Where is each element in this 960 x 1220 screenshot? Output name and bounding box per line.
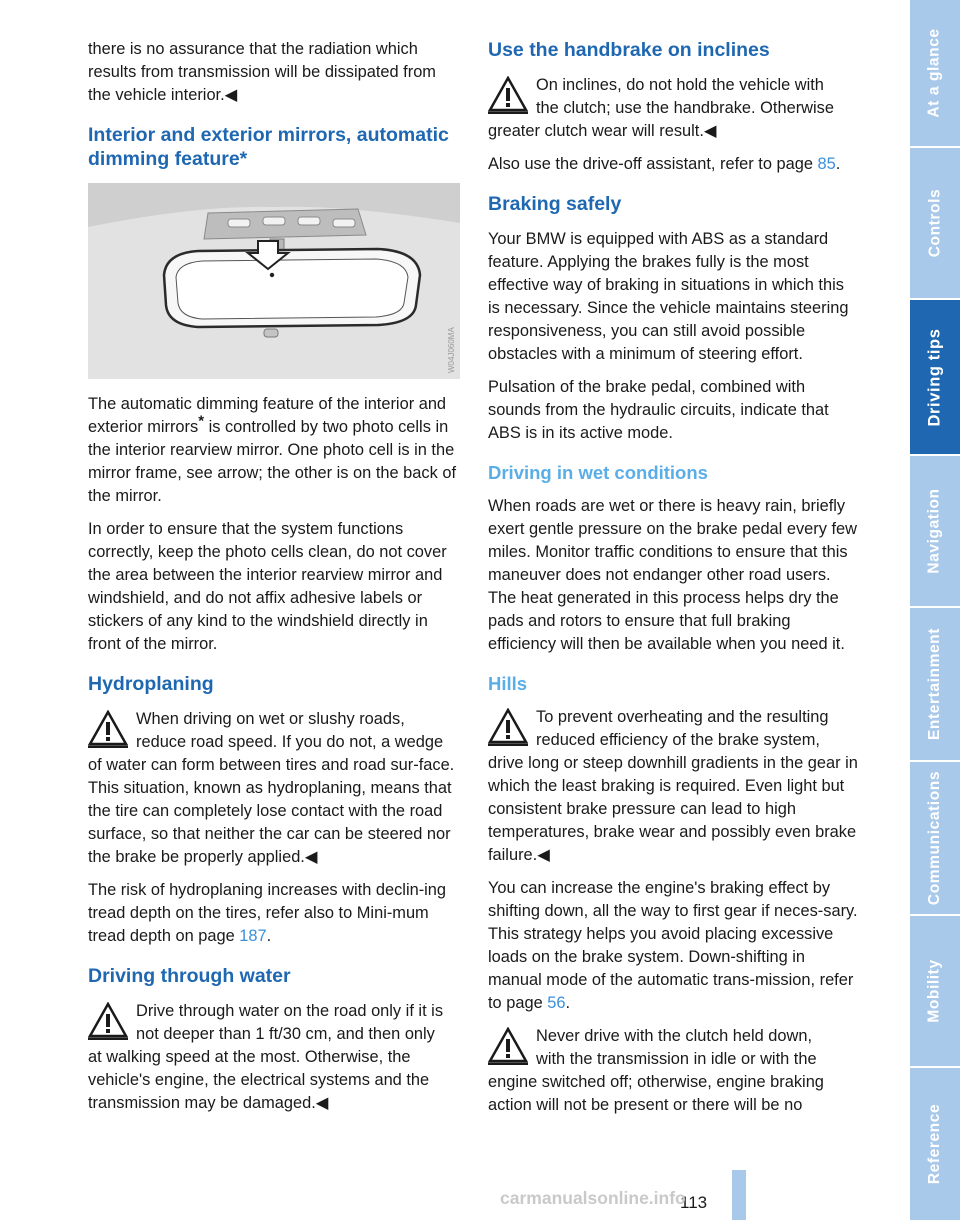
braking-paragraph-1: Your BMW is equipped with ABS as a standard feature. Applying the brakes fully is the most effective way of braking in situations in which this is necessary. Since the vehicle maintains steering responsiveness, you can still avoid possible obstacles with a minimum of steering effort. [488,230,849,363]
handbrake-warning: On inclines, do not hold the vehicle with the clutch; use the handbrake. Otherwise greater clutch wear will result.◀ [488,76,834,140]
hills-heading: Hills [488,673,528,694]
wet-conditions-paragraph: When roads are wet or there is heavy rain, briefly exert gentle pressure on the brake pedal every few miles. Monitor traffic conditions to ensure that this maneuver does not endanger other road users. The heat generated in this process helps dry the pads and rotors to ensure that full braking efficiency will then be available when you need it. [488,497,858,653]
warning-triangle-icon [88,710,128,748]
tab-at-a-glance[interactable]: At a glance [910,0,960,146]
warning-triangle-icon [488,1027,528,1065]
hills-paragraph: You can increase the engine's braking effect by shifting down, all the way to first gear if neces-sary. This strategy helps you avoid placing excessive loads on the brake system. Down-shifting in manual mode of the automatic trans-mission, refer to page 56. [488,879,858,1012]
optional-equipment-star: * [198,412,205,430]
driving-through-water-heading: Driving through water [88,965,291,987]
mirrors-heading: Interior and exterior mirrors, automatic dimming feature* [88,124,449,170]
page-marker-bar [732,1170,746,1220]
mirrors-paragraph-2: In order to ensure that the system functions correctly, keep the photo cells clean, do not cover the area between the interior rearview mirror and windshield, and do not affix adhesive labels or stickers of any kind to the windshield directly in front of the mirror. [88,520,447,653]
handbrake-paragraph: Also use the drive-off assistant, refer to page 85. [488,155,841,173]
intro-paragraph: there is no assurance that the radiation which results from transmission will be dissipated from the vehicle interior.◀ [88,40,436,104]
page-ref-187-link[interactable]: 187 [239,927,267,945]
warning-triangle-icon [88,1002,128,1040]
rearview-mirror-illustration [88,183,460,379]
watermark: carmanualsonline.info [500,1188,686,1208]
mirror-figure [88,183,460,379]
right-column [488,30,860,1127]
water-warning: Drive through water on the road only if it is not deeper than 1 ft/30 cm, and then only at walking speed at the most. Otherwise, the vehicle's engine, the electrical systems and the transmission may be damaged.◀ [88,1002,444,1112]
tab-driving-tips[interactable]: Driving tips [910,300,960,454]
braking-paragraph-2: Pulsation of the brake pedal, combined with sounds from the hydraulic circuits, indicate that ABS is in its active mode. [488,378,829,442]
tab-communications[interactable]: Communications [910,762,960,914]
tab-mobility[interactable]: Mobility [910,916,960,1066]
handbrake-heading: Use the handbrake on inclines [488,39,770,61]
warning-triangle-icon [488,76,528,114]
page-ref-85-link[interactable]: 85 [817,155,836,173]
chapter-tabs [910,0,960,1220]
left-column [88,38,460,1125]
page-number: 113 [680,1193,708,1212]
tab-entertainment[interactable]: Entertainment [910,608,960,760]
tab-navigation[interactable]: Navigation [910,456,960,606]
page-ref-56-link[interactable]: 56 [547,994,566,1012]
mirrors-paragraph-1: The automatic dimming feature of the interior and exterior mirrors* is controlled by two photo cells in the interior rearview mirror. One photo cell is in the mirror frame, see arrow; the other is on the back of the mirror. [88,395,457,505]
hydroplaning-heading: Hydroplaning [88,673,214,695]
tab-controls[interactable]: Controls [910,148,960,298]
hydroplaning-warning: When driving on wet or slushy roads, reduce road speed. If you do not, a wedge of water can form between tires and road sur-face. This situation, known as hydroplaning, means that the tire can completely lose contact with the road surface, so that neither the car can be steered nor the brake be properly applied.◀ [88,710,455,866]
hydroplaning-paragraph: The risk of hydroplaning increases with declin-ing tread depth on the tires, refer also to Mini-mum tread depth on page 187. [88,881,447,945]
warning-triangle-icon [488,708,528,746]
wet-conditions-heading: Driving in wet conditions [488,462,708,483]
tab-reference[interactable]: Reference [910,1068,960,1220]
braking-safely-heading: Braking safely [488,193,622,215]
hills-warning: To prevent overheating and the resulting reduced efficiency of the brake system, drive long or steep downhill gradients in the gear in which the least braking is required. Even light but consistent brake pressure can lead to high temperatures, brake wear and possibly even brake failure.◀ [488,708,858,864]
figure-code: W04J060MA [447,327,456,373]
clutch-warning: Never drive with the clutch held down, with the transmission in idle or with the engine switched off; otherwise, engine braking action will not be present or there will be no [488,1027,824,1114]
